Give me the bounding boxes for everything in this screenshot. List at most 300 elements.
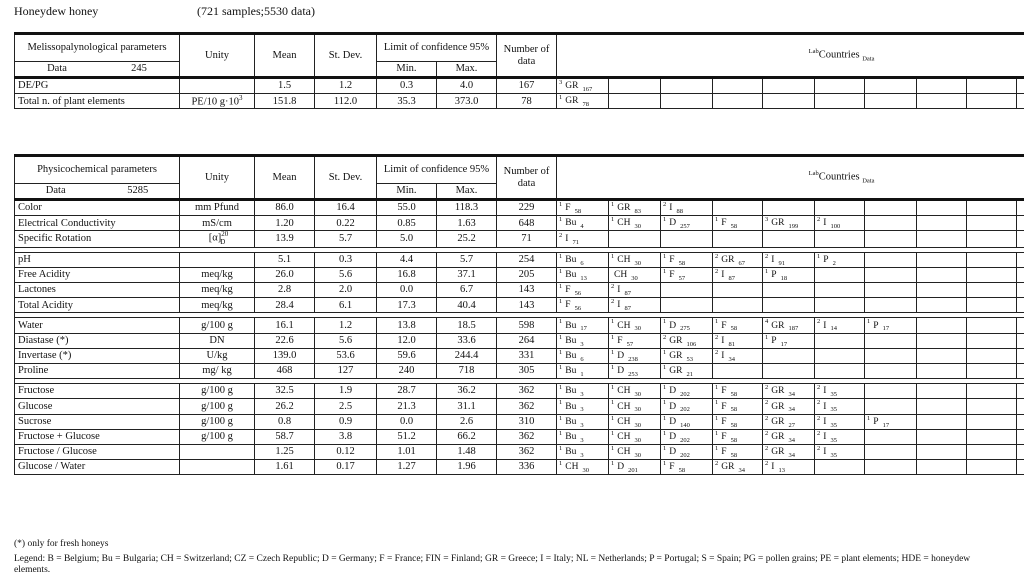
country-data-count: 3 [580, 436, 584, 444]
lab-count: 2 [765, 414, 769, 422]
country-data-count: 35 [830, 406, 837, 414]
country-cell [557, 429, 609, 444]
country-cell [713, 363, 763, 378]
min-value: 13.8 [377, 318, 437, 333]
param-name: Total Acidity [15, 298, 180, 313]
country-cell [865, 267, 917, 282]
country-code: GR [565, 96, 579, 107]
stdev-value: 1.9 [315, 384, 377, 399]
lab-count: 1 [611, 348, 615, 356]
param-name: Total n. of plant elements [15, 94, 180, 109]
country-cell [763, 298, 815, 313]
lab-count: 1 [611, 318, 615, 326]
lab-count: 1 [559, 267, 563, 275]
country-data-count: 3 [580, 451, 584, 459]
country-cell [865, 318, 917, 333]
lab-count: 1 [715, 444, 719, 452]
country-cell [609, 283, 661, 298]
country-data-count: 58 [730, 421, 738, 429]
country-data-count: 13 [778, 467, 785, 475]
country-data-count: 34 [788, 436, 795, 444]
country-code: GR [721, 254, 735, 265]
stdev-value: 0.12 [315, 444, 377, 459]
min-value: 0.0 [377, 414, 437, 429]
country-cell [967, 399, 1017, 414]
country-code: I [669, 203, 673, 214]
country-data-count: 30 [634, 451, 641, 459]
lab-count: 1 [765, 267, 769, 275]
sample-summary: (721 samples;5530 data) [197, 4, 315, 18]
country-cell [967, 384, 1017, 399]
country-data-count: 30 [634, 223, 641, 231]
country-cell [967, 348, 1017, 363]
country-cell [815, 429, 865, 444]
max-value: 18.5 [437, 318, 497, 333]
lab-count: 1 [867, 318, 871, 326]
country-cell [815, 298, 865, 313]
country-cell [865, 200, 917, 216]
country-cell [763, 216, 815, 231]
mean-value: 0.8 [255, 414, 315, 429]
country-code: F [565, 203, 571, 214]
count-value: 205 [497, 267, 557, 282]
confidence-header: Limit of confidence 95% [377, 156, 497, 184]
lab-count: 2 [611, 298, 615, 306]
country-code: CH [617, 254, 631, 265]
mean-value: 139.0 [255, 348, 315, 363]
country-cell [1017, 460, 1024, 475]
country-cell [763, 333, 815, 348]
min-value: 16.8 [377, 267, 437, 282]
count-value: 362 [497, 399, 557, 414]
count-value: 598 [497, 318, 557, 333]
country-data-count: 30 [634, 436, 641, 444]
mean-value: 16.1 [255, 318, 315, 333]
country-cell [661, 78, 713, 94]
country-code: GR [771, 386, 785, 397]
table-row [15, 283, 1024, 298]
country-cell [609, 348, 661, 363]
country-cell [967, 414, 1017, 429]
country-cell [713, 231, 763, 247]
country-cell [917, 78, 967, 94]
lab-count: 1 [611, 384, 615, 392]
mean-value: 1.25 [255, 444, 315, 459]
lab-count: 2 [663, 201, 667, 208]
data-count-label: Data [47, 63, 67, 75]
lab-count: 1 [663, 460, 667, 468]
country-code: P [771, 335, 777, 346]
unit-text: U/kg [206, 350, 228, 362]
param-name: DE/PG [15, 78, 180, 94]
country-data-count: 87 [624, 290, 631, 298]
unity-header: Unity [180, 34, 255, 78]
country-cell [967, 429, 1017, 444]
country-cell [713, 444, 763, 459]
stdev-value: 0.22 [315, 216, 377, 231]
min-value: 0.0 [377, 283, 437, 298]
lab-count: 2 [817, 384, 821, 392]
country-code: F [565, 285, 571, 296]
country-cell [1017, 200, 1024, 216]
country-code: GR [771, 416, 785, 427]
unit-text: meq/kg [201, 284, 233, 296]
country-data-count: 201 [628, 467, 638, 475]
country-data-count: 30 [634, 259, 641, 267]
country-cell [557, 267, 609, 282]
lab-count: 2 [663, 333, 667, 341]
table-row [15, 216, 1024, 231]
country-cell [609, 444, 661, 459]
country-cell [917, 429, 967, 444]
table-row [15, 399, 1024, 414]
country-data-count: 58 [678, 259, 686, 267]
count-value: 71 [497, 231, 557, 247]
country-code: GR [565, 81, 579, 92]
country-code: GR [771, 447, 785, 458]
country-code: F [721, 431, 727, 442]
country-data-count: 35 [830, 436, 837, 444]
country-data-count: 202 [680, 406, 690, 414]
param-name: Glucose [15, 399, 180, 414]
country-cell [763, 460, 815, 475]
country-cell [865, 298, 917, 313]
country-data-count: 34 [728, 355, 735, 363]
country-data-count: 17 [780, 340, 788, 348]
country-code: Bu [565, 401, 577, 412]
param-name: Diastase (*) [15, 333, 180, 348]
number-header: Number of data [497, 34, 557, 78]
country-cell [967, 363, 1017, 378]
max-value: 118.3 [437, 200, 497, 216]
country-cell [967, 267, 1017, 282]
count-value: 254 [497, 252, 557, 267]
country-cell [713, 298, 763, 313]
country-cell [815, 333, 865, 348]
country-data-count: 58 [678, 467, 686, 475]
lab-count: 1 [663, 267, 667, 275]
country-cell [967, 318, 1017, 333]
country-code: I [823, 431, 827, 442]
count-value: 362 [497, 444, 557, 459]
country-data-count: 202 [680, 391, 690, 399]
country-data-count: 34 [788, 406, 795, 414]
unit-text: g/100 g [201, 431, 233, 443]
country-cell [661, 283, 713, 298]
stdev-value: 127 [315, 363, 377, 378]
country-cell [763, 363, 815, 378]
country-cell [557, 200, 609, 216]
param-name: Proline [15, 363, 180, 378]
country-cell [609, 333, 661, 348]
country-code: Bu [565, 320, 577, 331]
min-value: 4.4 [377, 252, 437, 267]
count-value: 310 [497, 414, 557, 429]
country-cell [763, 267, 815, 282]
count-value: 264 [497, 333, 557, 348]
max-value: 37.1 [437, 267, 497, 282]
country-data-count: 87 [728, 274, 735, 282]
country-code: I [823, 218, 827, 229]
stdev-value: 53.6 [315, 348, 377, 363]
country-cell [865, 283, 917, 298]
country-code: I [771, 462, 775, 473]
country-cell [661, 333, 713, 348]
country-cell [865, 429, 917, 444]
param-name: Free Acidity [15, 267, 180, 282]
country-data-count: 34 [788, 451, 795, 459]
country-cell [557, 363, 609, 378]
unit-cell [180, 348, 255, 363]
param-name: Color [15, 200, 180, 216]
mean-value: 5.1 [255, 252, 315, 267]
data-label: Data [862, 55, 875, 63]
country-code: CH [617, 320, 631, 331]
country-cell [1017, 414, 1024, 429]
unit-cell [180, 283, 255, 298]
country-code: Bu [565, 254, 577, 265]
country-cell [763, 94, 815, 109]
country-cell [763, 444, 815, 459]
country-data-count: 58 [730, 406, 738, 414]
country-data-count: 106 [686, 340, 697, 348]
country-cell [661, 318, 713, 333]
mean-value: 32.5 [255, 384, 315, 399]
country-cell [865, 384, 917, 399]
country-cell [917, 231, 967, 247]
country-cell [713, 384, 763, 399]
table-row [15, 267, 1024, 282]
country-cell [557, 348, 609, 363]
country-cell [609, 384, 661, 399]
country-cell [967, 200, 1017, 216]
country-cell [609, 460, 661, 475]
country-cell [557, 94, 609, 109]
min-value: 1.01 [377, 444, 437, 459]
min-value: 59.6 [377, 348, 437, 363]
lab-count: 1 [611, 363, 615, 371]
country-cell [917, 298, 967, 313]
country-cell [661, 399, 713, 414]
unit-sup: 20 [221, 230, 229, 239]
country-cell [713, 429, 763, 444]
footnote: (*) only for fresh honeys [14, 539, 109, 549]
country-code: I [617, 300, 621, 311]
lab-count: 1 [663, 399, 667, 407]
param-name: Specific Rotation [15, 231, 180, 247]
lab-count: 1 [867, 414, 871, 422]
data-count-value: 245 [131, 63, 147, 75]
physicochemical-table [14, 154, 1024, 475]
country-cell [815, 252, 865, 267]
country-cell [1017, 94, 1024, 109]
lab-count: 1 [611, 201, 615, 208]
mean-value: 26.0 [255, 267, 315, 282]
country-cell [865, 460, 917, 475]
max-value: 6.7 [437, 283, 497, 298]
country-code: I [721, 335, 725, 346]
country-data-count: 18 [780, 274, 788, 282]
country-code: CH [617, 401, 631, 412]
table-row [15, 252, 1024, 267]
count-value: 167 [497, 78, 557, 94]
country-cell [609, 78, 661, 94]
min-value: 35.3 [377, 94, 437, 109]
country-code: CH [617, 447, 631, 458]
country-cell [557, 231, 609, 247]
country-cell [917, 252, 967, 267]
stdev-value: 3.8 [315, 429, 377, 444]
country-cell [713, 460, 763, 475]
lab-count: 2 [765, 429, 769, 437]
country-cell [763, 429, 815, 444]
country-code: F [669, 270, 675, 280]
lab-count: 1 [611, 333, 615, 341]
table-row [15, 78, 1024, 94]
lab-count: 1 [559, 348, 563, 356]
country-cell [557, 333, 609, 348]
unit-cell [180, 200, 255, 216]
country-cell [609, 414, 661, 429]
unit-cell [180, 78, 255, 94]
country-data-count: 30 [631, 274, 638, 282]
max-value: 244.4 [437, 348, 497, 363]
mean-value: 2.8 [255, 283, 315, 298]
unit-sup: 3 [239, 93, 243, 102]
lab-count: 2 [765, 252, 769, 260]
country-cell [815, 318, 865, 333]
country-cell [917, 94, 967, 109]
country-code: GR [669, 335, 683, 346]
lab-count: 1 [663, 216, 667, 224]
unit-text: meq/kg [201, 269, 233, 281]
country-data-count: 58 [730, 451, 738, 459]
country-data-count: 30 [634, 325, 641, 333]
header-row [15, 156, 1024, 184]
country-cell [815, 283, 865, 298]
country-data-count: 91 [778, 259, 785, 267]
country-data-count: 14 [830, 325, 837, 333]
country-data-count: 30 [634, 421, 641, 429]
country-cell [815, 267, 865, 282]
country-cell [713, 94, 763, 109]
param-name: Water [15, 318, 180, 333]
country-code: GR [617, 203, 631, 214]
country-data-count: 2 [832, 259, 836, 267]
country-cell [609, 318, 661, 333]
country-data-count: 6 [580, 259, 584, 267]
stdev-value: 5.6 [315, 333, 377, 348]
unit-text: g/100 g [201, 319, 233, 331]
table-row [15, 333, 1024, 348]
country-data-count: 1 [580, 371, 584, 379]
table-row [15, 318, 1024, 333]
min-value: 0.85 [377, 216, 437, 231]
count-value: 362 [497, 384, 557, 399]
country-cell [967, 460, 1017, 475]
param-name: pH [15, 252, 180, 267]
country-cell [713, 216, 763, 231]
lab-count: 2 [765, 460, 769, 468]
lab-count: 1 [559, 384, 563, 392]
country-cell [865, 216, 917, 231]
country-data-count: 56 [574, 305, 582, 313]
country-code: I [721, 270, 725, 280]
lab-count: 1 [765, 333, 769, 341]
country-cell [865, 94, 917, 109]
country-data-count: 238 [628, 355, 638, 363]
country-cell [865, 444, 917, 459]
min-value: 1.27 [377, 460, 437, 475]
country-data-count: 3 [580, 421, 584, 429]
lab-count: 1 [559, 252, 563, 260]
min-value: 0.3 [377, 78, 437, 94]
max-value: 2.6 [437, 414, 497, 429]
country-code: D [669, 447, 677, 458]
country-cell [815, 444, 865, 459]
country-cell [557, 444, 609, 459]
country-data-count: 88 [676, 208, 683, 216]
count-value: 143 [497, 283, 557, 298]
page-title: Honeydew honey [14, 4, 99, 18]
country-cell [815, 78, 865, 94]
stdev-header: St. Dev. [315, 34, 377, 78]
param-name: Invertase (*) [15, 348, 180, 363]
country-code: D [617, 366, 625, 377]
unit-text: mm Pfund [194, 202, 240, 214]
param-name: Glucose / Water [15, 460, 180, 475]
country-cell [661, 216, 713, 231]
data-label: Data [862, 177, 875, 185]
country-data-count: 57 [678, 274, 686, 282]
unit-cell [180, 252, 255, 267]
country-cell [763, 414, 815, 429]
lab-count: 1 [715, 216, 719, 224]
country-cell [1017, 298, 1024, 313]
country-code: I [771, 254, 775, 265]
lab-count: 2 [559, 231, 563, 239]
country-data-count: 3 [580, 340, 584, 348]
lab-count: 1 [817, 252, 821, 260]
lab-count: 1 [559, 201, 563, 208]
country-cell [917, 333, 967, 348]
lab-count: 2 [611, 283, 615, 291]
mean-value: 22.6 [255, 333, 315, 348]
country-cell [763, 78, 815, 94]
max-header: Max. [437, 184, 497, 200]
stdev-value: 0.9 [315, 414, 377, 429]
country-cell [763, 283, 815, 298]
country-data-count: 71 [572, 238, 579, 246]
country-cell [917, 200, 967, 216]
country-cell [661, 298, 713, 313]
param-name: Electrical Conductivity [15, 216, 180, 231]
country-data-count: 199 [788, 223, 799, 231]
unit-text: [α] [208, 232, 222, 244]
country-code: CH [617, 416, 631, 427]
unit-text: DN [209, 334, 225, 346]
stdev-value: 2.5 [315, 399, 377, 414]
country-cell [609, 298, 661, 313]
country-cell [1017, 333, 1024, 348]
country-code: F [617, 335, 623, 346]
country-cell [917, 460, 967, 475]
lab-count: 1 [559, 94, 563, 102]
country-cell [865, 363, 917, 378]
lab-count: 1 [611, 444, 615, 452]
country-cell [917, 414, 967, 429]
table-row [15, 414, 1024, 429]
